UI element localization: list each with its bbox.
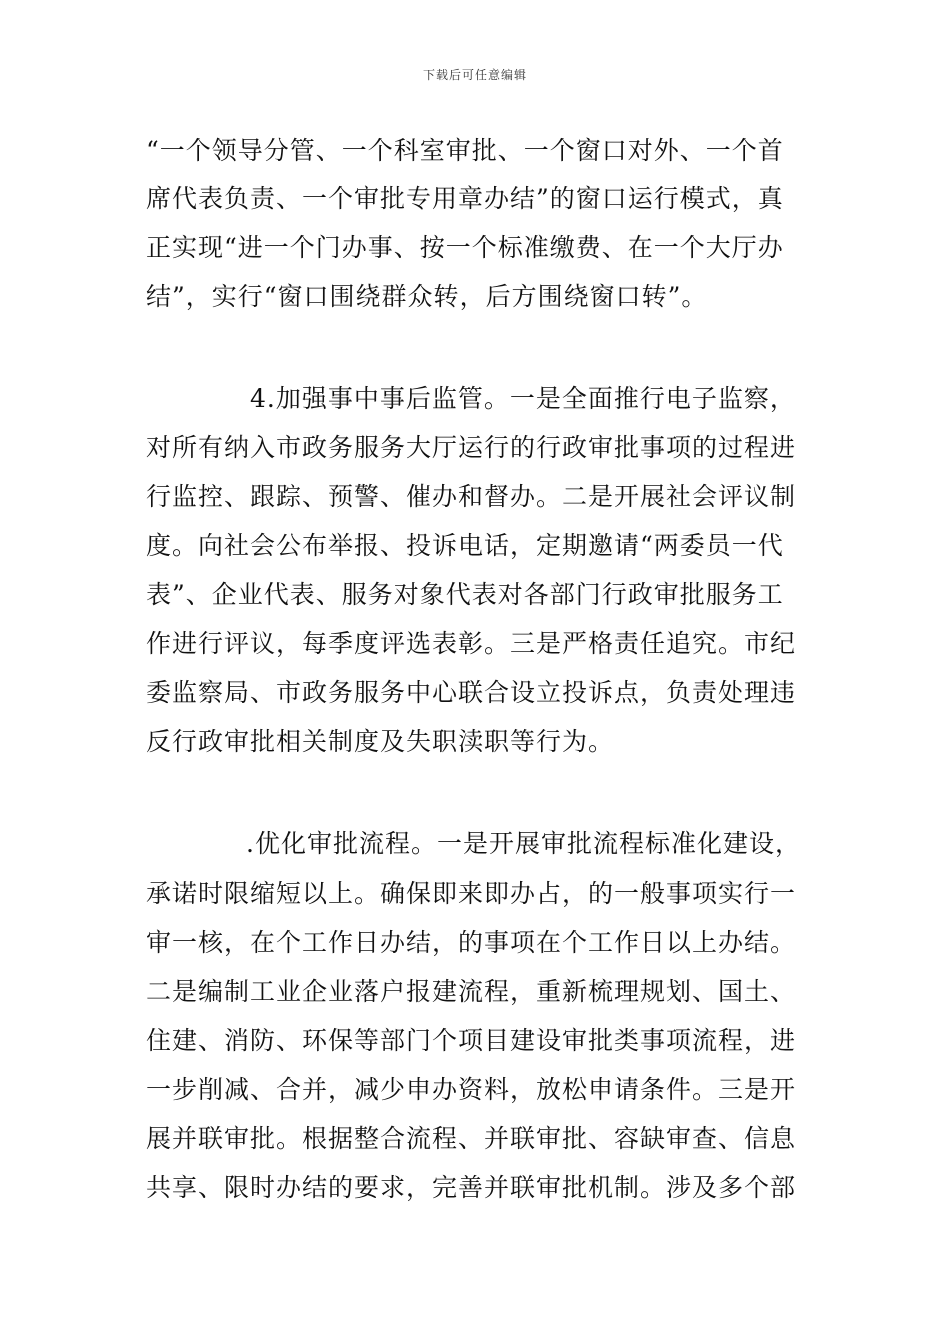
paragraph-3-line-6: 一步削减、合并，减少申办资料，放松申请条件。三是开 — [146, 1075, 797, 1104]
paragraph-1-line-4: 结”，实行“窗口围绕群众转，后方围绕窗口转”。 — [146, 282, 708, 311]
paragraph-3-line-3: 审一核，在个工作日办结，的事项在个工作日以上办结。 — [146, 928, 797, 957]
paragraph-3-line-1: .优化审批流程。一是开展审批流程标准化建设， — [246, 829, 801, 858]
paragraph-3-line-5: 住建、消防、环保等部门个项目建设审批类事项流程，进 — [146, 1026, 797, 1055]
paragraph-2-line-2: 对所有纳入市政务服务大厅运行的行政审批事项的过程进 — [146, 433, 797, 462]
paragraph-2-line-1: 4.加强事中事后监管。一是全面推行电子监察， — [250, 384, 796, 413]
paragraph-2-line-8: 反行政审批相关制度及失职渎职等行为。 — [146, 727, 615, 756]
paragraph-2-line-4: 度。向社会公布举报、投诉电话，定期邀请“两委员一代 — [146, 531, 784, 560]
paragraph-2-line-5: 表”、企业代表、服务对象代表对各部门行政审批服务工 — [146, 580, 784, 609]
paragraph-1-line-3: 正实现“进一个门办事、按一个标准缴费、在一个大厅办 — [146, 233, 784, 262]
paragraph-3-line-4: 二是编制工业企业落户报建流程，重新梳理规划、国土、 — [146, 977, 797, 1006]
paragraph-2-line-3: 行监控、跟踪、预警、催办和督办。二是开展社会评议制 — [146, 482, 797, 511]
paragraph-3-line-2: 承诺时限缩短以上。确保即来即办占，的一般事项实行一 — [146, 879, 797, 908]
paragraph-3-line-7: 展并联审批。根据整合流程、并联审批、容缺审查、信息 — [146, 1124, 797, 1153]
paragraph-3-line-8: 共享、限时办结的要求，完善并联审批机制。涉及多个部 — [146, 1173, 797, 1202]
paragraph-1-line-2: 席代表负责、一个审批专用章办结”的窗口运行模式，真 — [146, 184, 784, 213]
paragraph-2-line-7: 委监察局、市政务服务中心联合设立投诉点，负责处理违 — [146, 678, 797, 707]
paragraph-1-line-1: “一个领导分管、一个科室审批、一个窗口对外、一个首 — [146, 136, 784, 165]
page-header: 下载后可任意编辑 — [422, 68, 527, 82]
paragraph-2-line-6: 作进行评议，每季度评选表彰。三是严格责任追究。市纪 — [146, 629, 797, 658]
